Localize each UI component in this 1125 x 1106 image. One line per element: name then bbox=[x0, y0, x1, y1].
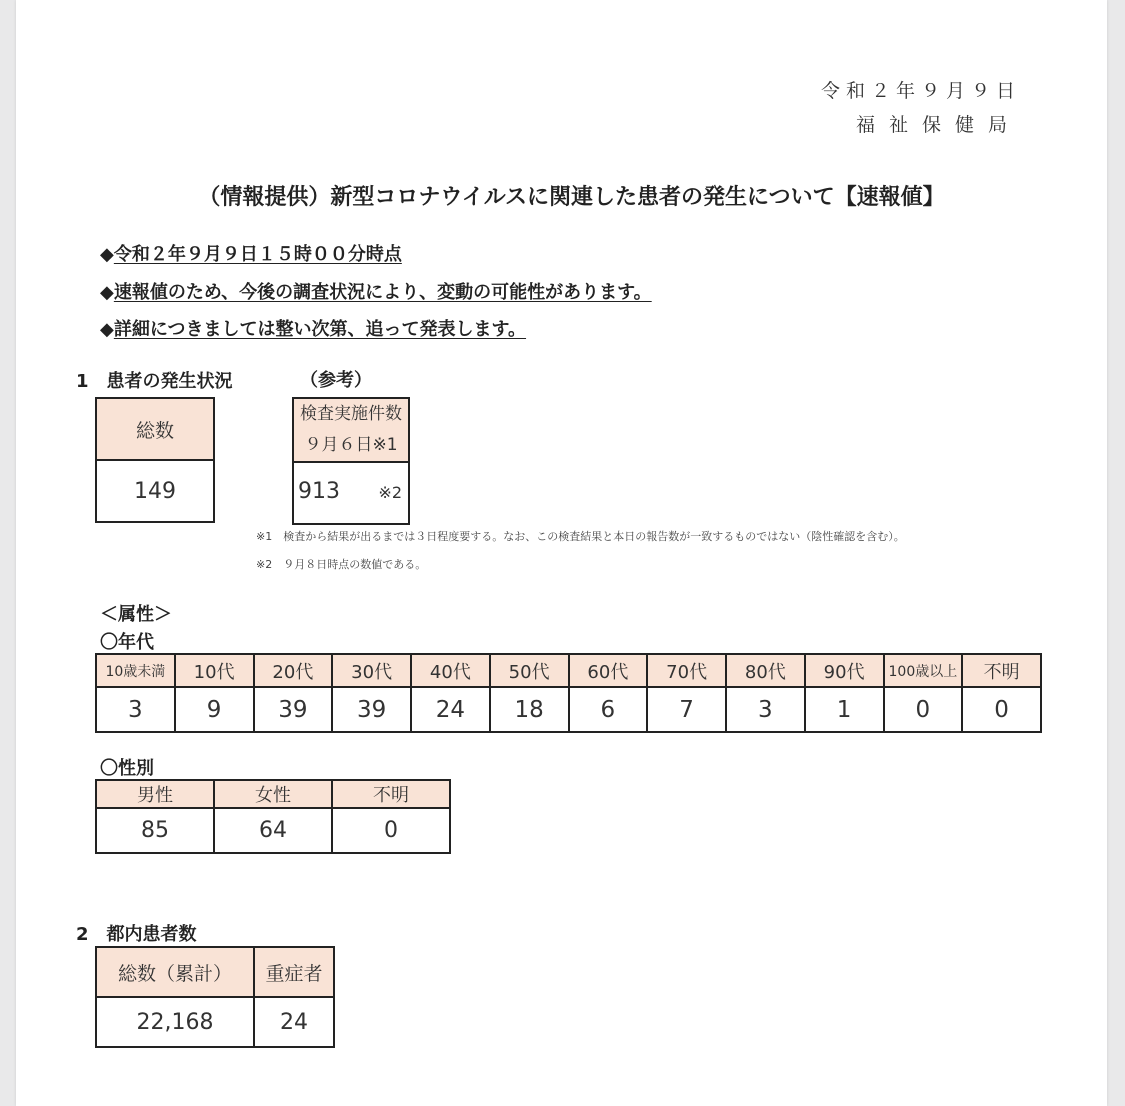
gender-value-1: 64 bbox=[214, 808, 332, 853]
age-header-7: 70代 bbox=[647, 654, 726, 687]
bullet-preliminary-notice bbox=[100, 278, 652, 304]
test-count-value-cell bbox=[293, 462, 409, 524]
bullet-mark: ◆ bbox=[100, 244, 114, 265]
age-value-7: 7 bbox=[647, 687, 726, 732]
footnote-2: ※2 ９月８日時点の数値である。 bbox=[256, 558, 427, 571]
section2-heading: 2 都内患者数 bbox=[76, 924, 197, 945]
reference-label: （参考） bbox=[300, 370, 372, 391]
age-value-9: 1 bbox=[805, 687, 884, 732]
test-count-header-line2: ９月６日※1 bbox=[304, 435, 398, 455]
age-value-row bbox=[96, 687, 1041, 732]
gender-heading: 〇性別 bbox=[100, 758, 154, 779]
document-page bbox=[16, 0, 1107, 1106]
severe-cases-header: 重症者 bbox=[254, 947, 334, 997]
age-header-11: 不明 bbox=[962, 654, 1041, 687]
age-value-3: 39 bbox=[332, 687, 411, 732]
gender-value-2: 0 bbox=[332, 808, 450, 853]
bullet-text: 詳細につきましては整い次第、追って発表します。 bbox=[113, 319, 527, 340]
severe-cases-value: 24 bbox=[254, 997, 334, 1047]
age-header-0: 10歳未満 bbox=[96, 654, 175, 687]
age-value-11: 0 bbox=[962, 687, 1041, 732]
bullet-text: 令和２年９月９日１５時００分時点 bbox=[113, 244, 402, 265]
test-count-header bbox=[293, 398, 409, 462]
bullet-timestamp bbox=[100, 240, 402, 266]
gender-header-1: 女性 bbox=[214, 780, 332, 808]
bullet-mark: ◆ bbox=[100, 319, 114, 340]
gender-value-0: 85 bbox=[96, 808, 214, 853]
age-header-3: 30代 bbox=[332, 654, 411, 687]
report-date: 令和２年９月９日 bbox=[820, 80, 1021, 102]
test-count-table bbox=[292, 397, 410, 525]
gender-header-0: 男性 bbox=[96, 780, 214, 808]
test-count-note-mark: ※2 bbox=[378, 483, 402, 502]
age-value-1: 9 bbox=[175, 687, 254, 732]
age-header-9: 90代 bbox=[805, 654, 884, 687]
bullet-details-notice bbox=[100, 315, 526, 341]
section1-heading: 1 患者の発生状況 bbox=[76, 371, 233, 392]
gender-header-row bbox=[96, 780, 450, 808]
age-header-6: 60代 bbox=[569, 654, 648, 687]
age-header-4: 40代 bbox=[411, 654, 490, 687]
cumulative-total-value: 22,168 bbox=[96, 997, 254, 1047]
age-value-10: 0 bbox=[884, 687, 963, 732]
footnote-1: ※1 検査から結果が出るまでは３日程度要する。なお、この検査結果と本日の報告数が一致するものではない（陰性確認を含む）。 bbox=[256, 530, 905, 543]
age-header-5: 50代 bbox=[490, 654, 569, 687]
age-value-8: 3 bbox=[726, 687, 805, 732]
document-title: （情報提供）新型コロナウイルスに関連した患者の発生について【速報値】 bbox=[198, 185, 945, 210]
age-value-0: 3 bbox=[96, 687, 175, 732]
total-table bbox=[95, 397, 215, 523]
age-value-5: 18 bbox=[490, 687, 569, 732]
age-value-4: 24 bbox=[411, 687, 490, 732]
age-table bbox=[95, 653, 1042, 733]
bullet-mark: ◆ bbox=[100, 282, 114, 303]
bullet-text: 速報値のため、今後の調査状況により、変動の可能性があります。 bbox=[113, 282, 652, 303]
gender-table bbox=[95, 779, 451, 854]
gender-header-2: 不明 bbox=[332, 780, 450, 808]
tokyo-patients-table bbox=[95, 946, 335, 1048]
test-count-value: 913 bbox=[298, 479, 340, 504]
age-header-2: 20代 bbox=[254, 654, 333, 687]
age-header-8: 80代 bbox=[726, 654, 805, 687]
age-header-1: 10代 bbox=[175, 654, 254, 687]
age-value-6: 6 bbox=[569, 687, 648, 732]
department-name: 福祉保健局 bbox=[855, 114, 1021, 136]
attributes-label: ＜属性＞ bbox=[100, 604, 172, 625]
gender-value-row bbox=[96, 808, 450, 853]
age-value-2: 39 bbox=[254, 687, 333, 732]
age-heading: 〇年代 bbox=[100, 632, 154, 653]
total-header: 総数 bbox=[96, 398, 214, 460]
cumulative-total-header: 総数（累計） bbox=[96, 947, 254, 997]
age-header-10: 100歳以上 bbox=[884, 654, 963, 687]
total-value: 149 bbox=[96, 460, 214, 522]
age-header-row bbox=[96, 654, 1041, 687]
test-count-header-line1: 検査実施件数 bbox=[300, 404, 402, 424]
